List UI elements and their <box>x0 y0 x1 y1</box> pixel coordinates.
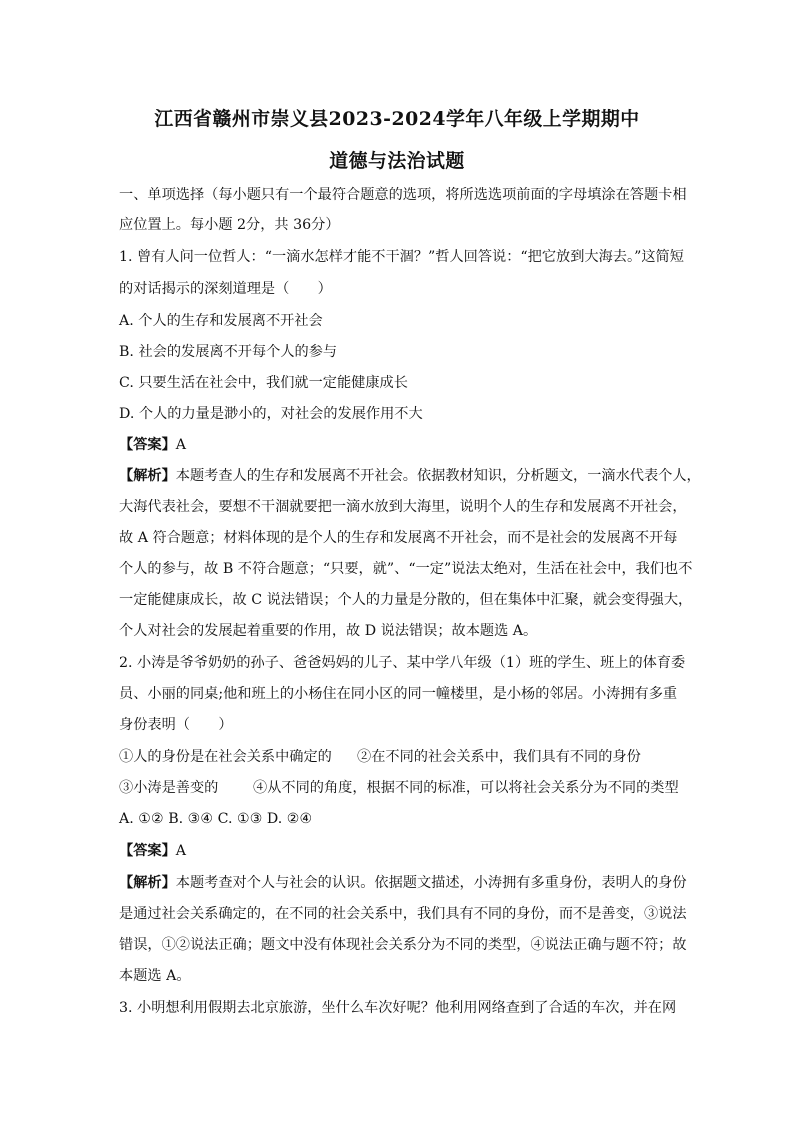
q1-stem-cont: 的对话揭示的深刻道理是（ ） <box>119 281 332 297</box>
answer-label: 【答案】 <box>119 843 176 859</box>
analysis-text: 本题考查人的生存和发展离不开社会。依据教材知识，分析题文，一滴水代表个人， <box>175 468 701 484</box>
q2-analysis-line4: 本题选 A。 <box>119 968 191 984</box>
q2-item-4: ④从不同的角度，根据不同的标准，可以将社会关系分为不同的类型 <box>253 780 679 796</box>
q1-analysis-line4: 个人的参与，故 B 不符合题意；“只要，就”、“一定”说法太绝对，生活在社会中，我们也不 <box>119 561 693 577</box>
answer-value: A <box>175 843 187 859</box>
q2-stem-cont: 员、小丽的同桌;他和班上的小杨住在同小区的同一幢楼里，是小杨的邻居。小涛拥有多重 <box>119 686 678 702</box>
q1-option-b: B. 社会的发展离不开每个人的参与 <box>119 344 338 360</box>
exam-title: 江西省赣州市崇义县2023-2024学年八年级上学期期中 <box>154 108 640 130</box>
q2-answer <box>119 841 186 861</box>
analysis-text: 本题考查对个人与社会的认识。依据题文描述，小涛拥有多重身份，表明人的身份 <box>175 875 687 891</box>
answer-label: 【答案】 <box>119 437 176 453</box>
q1-analysis-line6: 个人对社会的发展起着重要的作用，故 D 说法错误；故本题选 A。 <box>119 623 538 639</box>
q2-stem-cont2: 身份表明（ ） <box>119 717 233 733</box>
q2-item-3: ③小涛是善变的 <box>119 780 219 796</box>
q1-analysis-line3: 故 A 符合题意；材料体现的是个人的生存和发展离不开社会，而不是社会的发展离不开每 <box>119 530 678 546</box>
answer-value: A <box>175 437 187 453</box>
q1-analysis <box>119 466 701 486</box>
q1-analysis-line5: 一定能健康成长，故 C 说法错误；个人的力量是分散的，但在集体中汇聚，就会变得强大， <box>119 592 693 608</box>
q1-stem: 1. 曾有人问一位哲人：“一滴水怎样才能不干涸？”哲人回答说：“把它放到大海去。”这简短 <box>119 249 684 265</box>
section-heading: 一、单项选择（每小题只有一个最符合题意的选项，将所选选项前面的字母填涂在答题卡相 <box>119 187 687 203</box>
q2-stem: 2. 小涛是爷爷奶奶的孙子、爸爸妈妈的儿子、某中学八年级（1）班的学生、班上的体育委 <box>119 655 686 671</box>
q1-answer <box>119 435 186 455</box>
section-heading-cont: 应位置上。每小题 2分，共 36分） <box>119 217 340 233</box>
q2-options: A. ①② B. ③④ C. ①③ D. ②④ <box>119 811 313 827</box>
q1-analysis-line2: 大海代表社会，要想不干涸就要把一滴水放到大海里，说明个人的生存和发展离不开社会， <box>119 499 687 515</box>
q1-option-a: A. 个人的生存和发展离不开社会 <box>119 313 323 329</box>
q2-analysis-line3: 错误，①②说法正确；题文中没有体现社会关系分为不同的类型，④说法正确与题不符；故 <box>119 937 687 953</box>
q1-option-d: D. 个人的力量是渺小的，对社会的发展作用不大 <box>119 406 423 422</box>
analysis-label: 【解析】 <box>119 468 176 484</box>
q2-item-2: ②在不同的社会关系中，我们具有不同的身份 <box>357 749 641 765</box>
q2-item-1: ①人的身份是在社会关系中确定的 <box>119 749 332 765</box>
q3-stem: 3. 小明想利用假期去北京旅游，坐什么车次好呢？他利用网络查到了合适的车次，并在网 <box>119 1000 677 1016</box>
q2-analysis-line2: 是通过社会关系确定的，在不同的社会关系中，我们具有不同的身份，而不是善变，③说法 <box>119 906 687 922</box>
exam-subtitle: 道德与法治试题 <box>329 150 465 172</box>
q1-option-c: C. 只要生活在社会中，我们就一定能健康成长 <box>119 375 408 391</box>
analysis-label: 【解析】 <box>119 875 176 891</box>
q2-analysis <box>119 873 687 893</box>
